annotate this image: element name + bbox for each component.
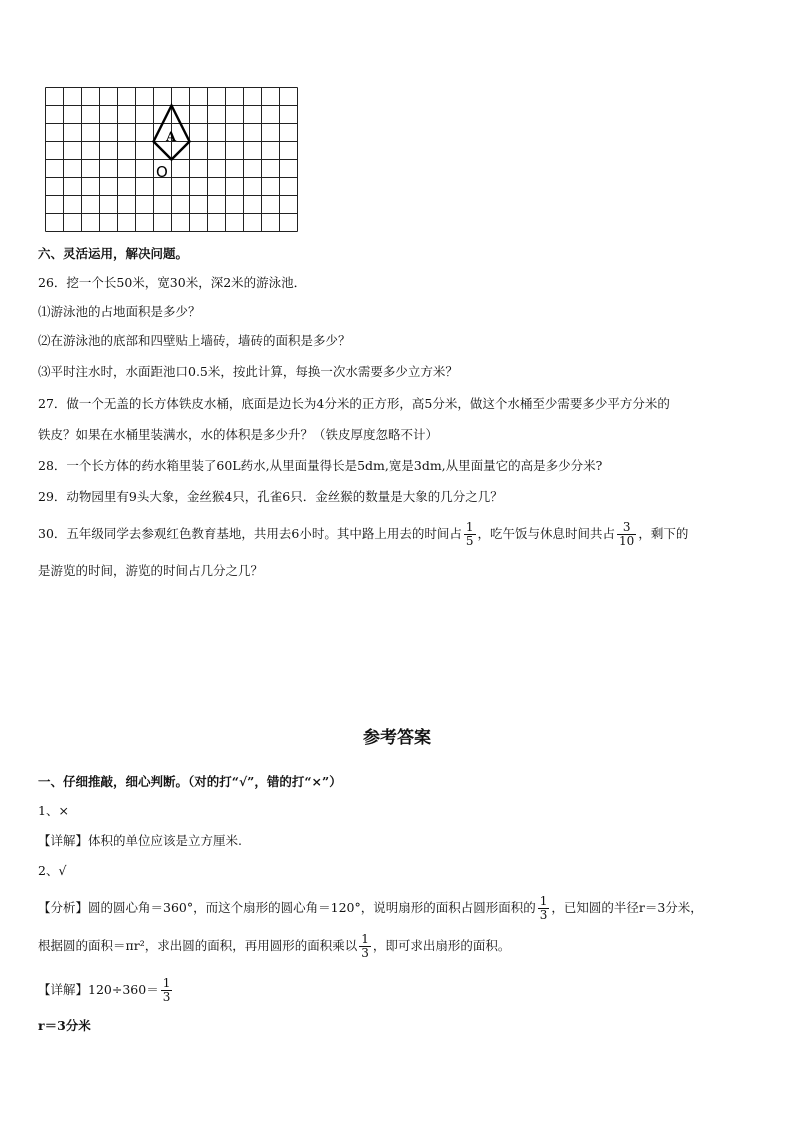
- question-27-line2: 铁皮？如果在水桶里装满水，水的体积是多少升？（铁皮厚度忽略不计）: [38, 427, 439, 442]
- q30-text-part3: ，剩下的: [638, 526, 689, 541]
- question-26-part2: ⑵在游泳池的底部和四壁贴上墙砖，墙砖的面积是多少？: [38, 333, 351, 348]
- answer-1-detail: 【详解】体积的单位应该是立方厘米.: [38, 833, 242, 848]
- answer-2-detail: [38, 975, 174, 1005]
- answer-2: 2、√: [38, 863, 67, 878]
- section6-heading: 六、灵活运用，解决问题。: [38, 246, 189, 261]
- answer-2-radius: r＝3分米: [38, 1018, 91, 1033]
- q30-fraction-2: [617, 521, 636, 548]
- a2-line2-fraction: [359, 933, 371, 960]
- q30-text-part2: ，吃午饭与休息时间共占: [477, 526, 616, 541]
- question-27-line1: 27．做一个无盖的长方体铁皮水桶，底面是边长为4分米的正方形，高5分米，做这个水桶至少需要多少平方分米的: [38, 396, 670, 411]
- q30-frac2-numerator: 3: [617, 521, 636, 535]
- question-29: 29．动物园里有9头大象，金丝猴4只，孔雀6只．金丝猴的数量是大象的几分之几？: [38, 489, 503, 504]
- question-26: 26．挖一个长50米，宽30米，深2米的游泳池．: [38, 275, 307, 290]
- q30-frac1-numerator: 1: [465, 520, 474, 534]
- a2-line2-frac-numerator: 1: [361, 932, 369, 946]
- question-28: 28．一个长方体的药水箱里装了60L药水,从里面量得长是5dm,宽是3dm,从里面量它的高是多少分米?: [38, 458, 603, 473]
- grid-figure: [45, 87, 301, 233]
- answer-1: 1、×: [38, 803, 69, 818]
- a2-line2-part1: 根据圆的面积＝πr²，求出圆的面积，再用圆形的面积乘以: [38, 938, 358, 953]
- question-30-line1: [38, 519, 688, 549]
- q30-frac2-denominator: 10: [619, 534, 635, 548]
- question-26-part1: ⑴游泳池的占地面积是多少？: [38, 304, 201, 319]
- a2-line2-part2: ，即可求出扇形的面积。: [372, 938, 511, 953]
- question-26-part3: ⑶平时注水时，水面距池口0.5米，按此计算，每换一次水需要多少立方米？: [38, 364, 458, 379]
- origin-label: O: [156, 163, 168, 181]
- a2-detail-fraction: [161, 977, 173, 1004]
- a2-analysis-fraction: [538, 895, 550, 922]
- answer-2-analysis-line2: [38, 931, 510, 961]
- shape-label-a: A: [166, 130, 177, 145]
- q30-frac1-denominator: 5: [465, 534, 474, 548]
- a2-detail-part1: 【详解】120÷360＝: [38, 982, 159, 997]
- a2-detail-frac-numerator: 1: [162, 976, 171, 990]
- q30-fraction-1: [464, 521, 476, 548]
- question-30-line2: 是游览的时间，游览的时间占几分之几？: [38, 563, 264, 578]
- a2-analysis-part1: 【分析】圆的圆心角＝360°，而这个扇形的圆心角＝120°，说明扇形的面积占圆形面积的: [38, 900, 536, 915]
- a2-line2-frac-denominator: 3: [361, 946, 369, 960]
- a2-frac-denominator: 3: [539, 908, 548, 922]
- answer-2-analysis-line1: [38, 893, 703, 923]
- a2-detail-frac-denominator: 3: [162, 990, 171, 1004]
- a2-analysis-part2: ，已知圆的半径r＝3分米，: [551, 900, 703, 915]
- answers-section1-heading: 一、仔细推敲，细心判断。（对的打“√”，错的打“×”）: [38, 774, 342, 789]
- a2-frac-numerator: 1: [539, 894, 548, 908]
- q30-text-part1: 30．五年级同学去参观红色教育基地，共用去6小时。其中路上用去的时间占: [38, 526, 462, 541]
- answers-title: 参考答案: [363, 728, 431, 748]
